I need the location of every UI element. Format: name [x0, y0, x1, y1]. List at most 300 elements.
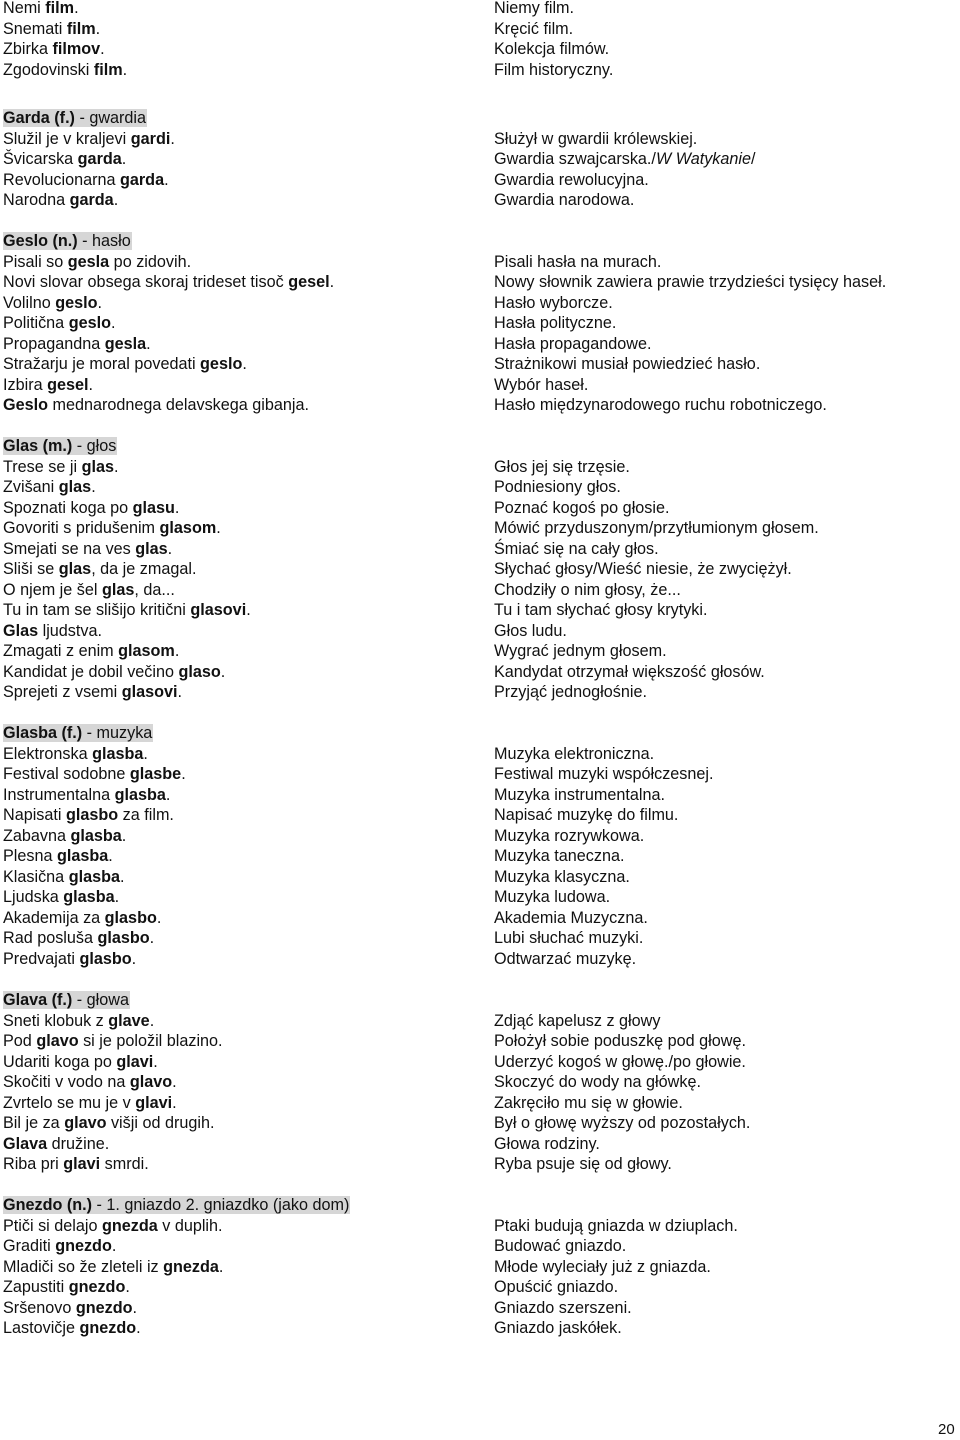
entry-text: [3, 355, 247, 373]
text-segment: - głowa: [72, 991, 129, 1009]
entry-text: [494, 1278, 618, 1296]
polish-translation: [494, 498, 669, 518]
bold-term: glas: [58, 478, 92, 496]
text-segment: Kręcić film.: [494, 20, 574, 38]
entry-text: [3, 171, 169, 189]
text-segment: Smejati se na ves: [3, 540, 136, 558]
text-segment: Narodna: [3, 191, 70, 209]
text-segment: .: [125, 1278, 130, 1296]
entry-text: [494, 61, 613, 79]
slovene-example: [3, 744, 148, 764]
entry-text: [3, 499, 179, 517]
slovene-example: [3, 149, 126, 169]
text-segment: .: [74, 0, 79, 17]
slovene-example: [3, 1318, 141, 1338]
entry-text: [3, 1135, 109, 1153]
text-segment: Gwardia rewolucyjna.: [494, 171, 649, 189]
entry-text: [3, 827, 126, 845]
text-segment: .: [111, 1237, 117, 1255]
entry-text: [494, 786, 665, 804]
bold-term: glas: [135, 540, 168, 558]
entry-text: [3, 1053, 158, 1071]
polish-translation: [494, 580, 681, 600]
bold-term: glavo: [36, 1032, 79, 1050]
entry-text: [3, 0, 79, 17]
slovene-example: [3, 129, 175, 149]
headword-highlight: [3, 724, 153, 742]
slovene-example: [3, 1134, 109, 1154]
text-segment: Klasična: [3, 868, 69, 886]
slovene-example: [3, 313, 115, 333]
polish-translation: [494, 334, 652, 354]
text-segment: .: [170, 130, 175, 148]
bold-term: glasbo: [104, 909, 157, 927]
slovene-example: [3, 805, 174, 825]
entry-text: [494, 273, 886, 291]
page-number: 20: [938, 1421, 955, 1438]
text-segment: .: [149, 929, 155, 947]
bold-term: film: [66, 20, 96, 38]
text-segment: Izbira: [3, 376, 48, 394]
text-segment: Muzyka instrumentalna.: [494, 786, 665, 804]
bold-term: glasba: [68, 868, 120, 886]
slovene-example: [3, 1298, 137, 1318]
text-segment: - głos: [72, 437, 117, 455]
bold-term: glasba: [70, 827, 122, 845]
text-segment: Akademia Muzyczna.: [494, 909, 648, 927]
entry-text: [494, 663, 765, 681]
entry-text: [494, 376, 588, 394]
headword-highlight: [3, 109, 147, 127]
slovene-example: [3, 908, 161, 928]
bold-term: Garda (f.): [3, 109, 75, 127]
text-segment: Budować gniazdo.: [494, 1237, 627, 1255]
entry-text: [3, 847, 113, 865]
entry-text: [494, 314, 616, 332]
text-segment: .: [329, 273, 335, 291]
text-segment: Muzyka klasyczna.: [494, 868, 630, 886]
text-segment: Revolucionarna: [3, 171, 120, 189]
slovene-example: [3, 1031, 223, 1051]
text-segment: Muzyka ludowa.: [494, 888, 611, 906]
entry-text: [494, 909, 648, 927]
entry-text: [494, 1299, 632, 1317]
bold-term: garda: [69, 191, 114, 209]
text-segment: Chodziły o nim głosy, że...: [494, 581, 681, 599]
text-segment: .: [113, 191, 119, 209]
entry-text: [3, 294, 102, 312]
slovene-example: [3, 334, 151, 354]
entry-text: [494, 1094, 683, 1112]
bold-term: glasba: [114, 786, 166, 804]
text-segment: .: [153, 1053, 158, 1071]
text-segment: Sršenovo: [3, 1299, 76, 1317]
slovene-example: [3, 580, 175, 600]
bold-term: Geslo: [3, 396, 48, 414]
entry-text: [3, 1032, 223, 1050]
text-segment: Pisali hasła na murach.: [494, 253, 662, 271]
bold-term: glasom: [159, 519, 217, 537]
entry-text: [3, 61, 127, 79]
text-segment: .: [156, 909, 162, 927]
slovene-example: [3, 559, 196, 579]
bold-term: gnezda: [163, 1258, 219, 1276]
bold-term: glave: [108, 1012, 150, 1030]
text-segment: .: [136, 1319, 141, 1337]
polish-translation: [494, 949, 636, 969]
entry-text: [3, 458, 118, 476]
slovene-example: [3, 477, 96, 497]
polish-translation: [494, 252, 661, 272]
text-segment: .: [122, 61, 128, 79]
text-segment: Rad posluša: [3, 929, 98, 947]
text-segment: Ljudska: [3, 888, 64, 906]
text-segment: .: [108, 847, 113, 865]
bold-term: film: [93, 61, 123, 79]
text-segment: Hasło wyborcze.: [494, 294, 613, 312]
polish-translation: [494, 1298, 632, 1318]
bold-term: glavi: [63, 1155, 101, 1173]
entry-text: [3, 622, 102, 640]
text-segment: Słychać głosy/Wieść niesie, że zwyciężył.: [494, 560, 792, 578]
bold-term: filmov: [52, 40, 101, 58]
entry-text: [3, 314, 115, 332]
text-segment: Śmiać się na cały głos.: [494, 540, 659, 558]
text-segment: Lastovičje: [3, 1319, 80, 1337]
slovene-example: [3, 190, 118, 210]
text-segment: Hasło międzynarodowego ruchu robotniczego.: [494, 396, 827, 414]
bold-term: glasbe: [129, 765, 182, 783]
entry-text: [3, 478, 96, 496]
entry-text: [3, 806, 174, 824]
entry-text: [494, 1135, 600, 1153]
text-segment: .: [242, 355, 247, 373]
entry-text: [494, 0, 574, 17]
text-segment: , da je zmagal.: [91, 560, 197, 578]
entry-text: [494, 171, 649, 189]
entry-text: [3, 765, 186, 783]
slovene-example: [3, 39, 105, 59]
entry-text: [494, 601, 707, 619]
text-segment: Uderzyć kogoś w głowę./po głowie.: [494, 1053, 746, 1071]
entry-text: [3, 929, 154, 947]
text-segment: Strażnikowi musiał powiedzieć hasło.: [494, 355, 761, 373]
entry-text: [3, 642, 179, 660]
text-segment: Kolekcja filmów.: [494, 40, 610, 58]
text-segment: Zabavna: [3, 827, 71, 845]
text-segment: , da...: [134, 581, 175, 599]
text-segment: Gwardia narodowa.: [494, 191, 635, 209]
text-segment: Riba pri: [3, 1155, 64, 1173]
entry-text: [494, 745, 654, 763]
headword-highlight: [3, 1196, 350, 1214]
text-segment: .: [113, 458, 119, 476]
text-segment: Udariti koga po: [3, 1053, 117, 1071]
text-segment: Spoznati koga po: [3, 499, 133, 517]
bold-term: gesla: [67, 253, 110, 271]
bold-term: glavi: [135, 1094, 173, 1112]
entry-text: [3, 335, 151, 353]
italic-note: W Watykanie: [655, 150, 751, 168]
entry-text: [3, 1094, 177, 1112]
text-segment: .: [97, 294, 102, 312]
text-segment: Mladiči so že zleteli iz: [3, 1258, 164, 1276]
bold-term: garda: [119, 171, 165, 189]
slovene-example: [3, 846, 113, 866]
bold-term: glas: [58, 560, 92, 578]
entry-text: [3, 20, 100, 38]
text-segment: .: [132, 1299, 138, 1317]
slovene-example: [3, 887, 119, 907]
bold-term: geslo: [200, 355, 243, 373]
text-segment: Napisać muzykę do filmu.: [494, 806, 679, 824]
text-segment: Zvrtelo se mu je v: [3, 1094, 136, 1112]
slovene-example: [3, 949, 136, 969]
slovene-example: [3, 272, 334, 292]
entry-text: [3, 191, 118, 209]
entry-text: [3, 745, 148, 763]
text-segment: Położył sobie poduszkę pod głowę.: [494, 1032, 746, 1050]
entry-text: [494, 499, 669, 517]
slovene-example: [3, 641, 179, 661]
text-segment: .: [88, 376, 93, 394]
text-segment: Zvišani: [3, 478, 59, 496]
entry-text: [3, 540, 172, 558]
text-segment: Hasła polityczne.: [494, 314, 617, 332]
text-segment: Muzyka elektroniczna.: [494, 745, 655, 763]
bold-term: gesla: [104, 335, 147, 353]
bold-term: garda: [77, 150, 122, 168]
bold-term: glasba: [92, 745, 144, 763]
slovene-example: [3, 293, 102, 313]
text-segment: Przyjąć jednogłośnie.: [494, 683, 647, 701]
text-segment: .: [181, 765, 186, 783]
polish-translation: [494, 375, 588, 395]
entry-text: [3, 1073, 177, 1091]
text-segment: Służył w gwardii królewskiej.: [494, 130, 698, 148]
text-segment: .: [220, 663, 226, 681]
text-segment: Gniazdo jaskółek.: [494, 1319, 622, 1337]
bold-term: gesel: [47, 376, 89, 394]
bold-term: Gnezdo (n.): [3, 1196, 93, 1214]
polish-translation: [494, 1216, 738, 1236]
text-segment: po zidovih.: [109, 253, 192, 271]
text-segment: .: [121, 827, 127, 845]
bold-term: glasovi: [121, 683, 178, 701]
text-segment: ljudstva.: [38, 622, 102, 640]
entry-text: [3, 150, 126, 168]
text-segment: - muzyka: [82, 724, 153, 742]
bold-term: glasba: [57, 847, 109, 865]
text-segment: O njem je šel: [3, 581, 102, 599]
text-segment: Zbirka: [3, 40, 53, 58]
bold-term: gnezdo: [55, 1237, 112, 1255]
entry-text: [3, 786, 170, 804]
text-segment: .: [165, 786, 171, 804]
entry-text: [494, 1319, 622, 1337]
text-segment: .: [119, 868, 125, 886]
polish-translation: [494, 1318, 622, 1338]
bold-term: glasbo: [79, 950, 132, 968]
slovene-example: [3, 1093, 177, 1113]
polish-translation: [494, 1011, 660, 1031]
entry-text: [494, 888, 610, 906]
bold-term: geslo: [55, 294, 98, 312]
text-segment: Festiwal muzyki współczesnej.: [494, 765, 714, 783]
text-segment: Ptaki budują gniazda w dziuplach.: [494, 1217, 738, 1235]
text-segment: Zgodovinski: [3, 61, 94, 79]
slovene-example: [3, 539, 172, 559]
slovene-example: [3, 60, 127, 80]
text-segment: Elektronska: [3, 745, 93, 763]
polish-translation: [494, 19, 573, 39]
text-segment: Podniesiony głos.: [494, 478, 621, 496]
text-segment: Niemy film.: [494, 0, 575, 17]
headword-line: [3, 436, 117, 456]
polish-translation: [494, 539, 659, 559]
polish-translation: [494, 457, 630, 477]
polish-translation: [494, 1236, 626, 1256]
text-segment: .: [167, 540, 173, 558]
text-segment: .: [177, 683, 183, 701]
text-segment: .: [149, 1012, 155, 1030]
text-segment: Graditi: [3, 1237, 56, 1255]
slovene-example: [3, 0, 79, 18]
text-segment: Muzyka rozrywkowa.: [494, 827, 645, 845]
entry-text: [494, 847, 624, 865]
polish-translation: [494, 313, 616, 333]
text-segment: .: [172, 1073, 177, 1091]
text-segment: .: [146, 335, 151, 353]
text-segment: Švicarska: [3, 150, 78, 168]
slovene-example: [3, 1236, 116, 1256]
text-segment: Trese se ji: [3, 458, 82, 476]
polish-translation: [494, 1134, 600, 1154]
entry-text: [3, 1012, 154, 1030]
polish-translation: [494, 908, 648, 928]
text-segment: višji od drugih.: [106, 1114, 215, 1132]
slovene-example: [3, 1011, 154, 1031]
polish-translation: [494, 682, 647, 702]
bold-term: Glas (m.): [3, 437, 73, 455]
text-segment: .: [110, 314, 116, 332]
slovene-example: [3, 682, 182, 702]
polish-translation: [494, 559, 792, 579]
slovene-example: [3, 518, 221, 538]
polish-translation: [494, 60, 613, 80]
bold-term: gardi: [130, 130, 171, 148]
text-segment: Lubi słuchać muzyki.: [494, 929, 644, 947]
text-segment: Tu in tam se slišijo kritični: [3, 601, 191, 619]
text-segment: Kandydat otrzymał większość głosów.: [494, 663, 765, 681]
polish-translation: [494, 887, 610, 907]
text-segment: /: [751, 150, 756, 168]
text-segment: .: [95, 20, 101, 38]
headword-line: [3, 231, 132, 251]
entry-text: [3, 663, 225, 681]
entry-text: [3, 40, 105, 58]
text-segment: Film historyczny.: [494, 61, 614, 79]
text-segment: Novi slovar obsega skoraj trideset tisoč: [3, 273, 289, 291]
entry-text: [3, 1278, 130, 1296]
polish-translation: [494, 354, 760, 374]
polish-translation: [494, 846, 624, 866]
bold-term: glasba: [63, 888, 115, 906]
entry-text: [3, 130, 175, 148]
headword-line: [3, 723, 153, 743]
text-segment: Hasła propagandowe.: [494, 335, 652, 353]
entry-text: [494, 1258, 711, 1276]
text-segment: Zakręciło mu się w głowie.: [494, 1094, 683, 1112]
entry-text: [494, 1114, 750, 1132]
entry-text: [494, 1053, 746, 1071]
entry-text: [3, 253, 191, 271]
text-segment: Nowy słownik zawiera prawie trzydzieści tysięcy haseł.: [494, 273, 887, 291]
text-segment: .: [114, 888, 120, 906]
entry-text: [494, 622, 567, 640]
bold-term: glasbo: [97, 929, 150, 947]
polish-translation: [494, 39, 609, 59]
bold-term: glavi: [116, 1053, 154, 1071]
polish-translation: [494, 272, 886, 292]
polish-translation: [494, 826, 644, 846]
text-segment: - gwardia: [74, 109, 147, 127]
bold-term: glasom: [118, 642, 175, 660]
text-segment: Služil je v kraljevi: [3, 130, 131, 148]
text-segment: Snemati: [3, 20, 67, 38]
text-segment: Ptiči si delajo: [3, 1217, 102, 1235]
text-segment: Sliši se: [3, 560, 59, 578]
slovene-example: [3, 1257, 223, 1277]
slovene-example: [3, 1113, 214, 1133]
text-segment: .: [131, 950, 137, 968]
text-segment: si je položil blazino.: [78, 1032, 223, 1050]
text-segment: Zapustiti: [3, 1278, 69, 1296]
entry-text: [494, 294, 613, 312]
text-segment: Kandidat je dobil večino: [3, 663, 179, 681]
entry-text: [3, 581, 175, 599]
text-segment: smrdi.: [100, 1155, 149, 1173]
text-segment: Muzyka taneczna.: [494, 847, 625, 865]
text-segment: Festival sodobne: [3, 765, 130, 783]
entry-text: [494, 642, 667, 660]
polish-translation: [494, 785, 665, 805]
polish-translation: [494, 744, 654, 764]
text-segment: Volilno: [3, 294, 56, 312]
text-segment: Poznać kogoś po głosie.: [494, 499, 670, 517]
bold-term: Geslo (n.): [3, 232, 78, 250]
bold-term: Glava: [3, 1135, 48, 1153]
entry-text: [494, 868, 630, 886]
entry-text: [494, 20, 573, 38]
polish-translation: [494, 0, 574, 18]
entry-text: [3, 1299, 137, 1317]
text-segment: mednarodnega delavskega gibanja.: [47, 396, 309, 414]
slovene-example: [3, 785, 170, 805]
bold-term: glavo: [64, 1114, 107, 1132]
polish-translation: [494, 518, 819, 538]
entry-text: [494, 478, 621, 496]
text-segment: družine.: [47, 1135, 110, 1153]
text-segment: .: [172, 1094, 177, 1112]
entry-text: [494, 581, 681, 599]
text-segment: .: [100, 40, 105, 58]
entry-text: [494, 827, 644, 845]
text-segment: Skoczyć do wody na główkę.: [494, 1073, 701, 1091]
text-segment: Opuścić gniazdo.: [494, 1278, 619, 1296]
slovene-example: [3, 170, 169, 190]
entry-text: [494, 150, 756, 168]
